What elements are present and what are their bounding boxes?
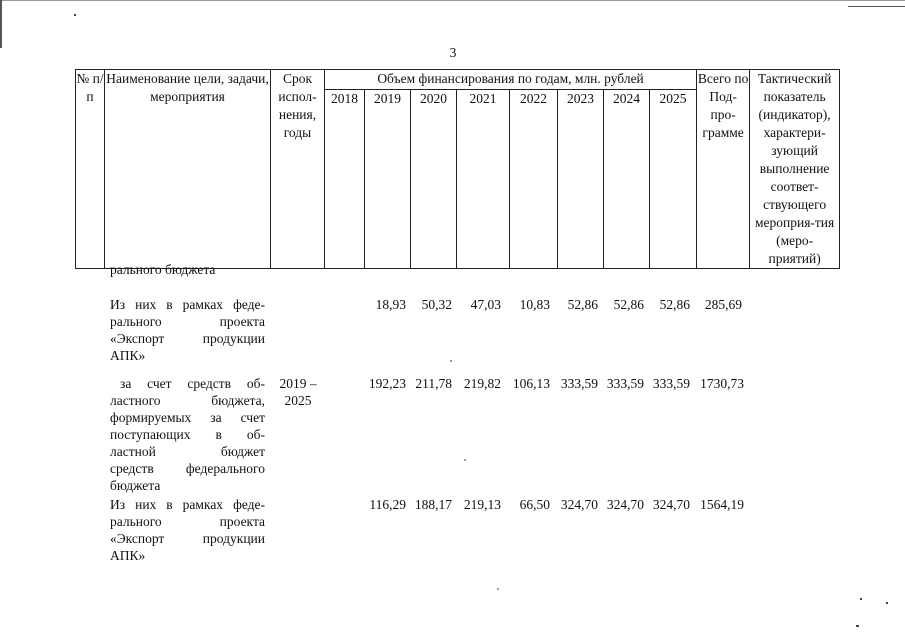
row-name-line: Из них в рамках феде- [110, 297, 265, 312]
row-name [110, 296, 265, 364]
value-2022: 106,13 [512, 376, 550, 391]
col-number-header: № п/п [76, 70, 105, 269]
col-funding-header: Объем финансирования по годам, млн. рублей [325, 70, 697, 90]
row-name-line: формируемых за счет [110, 410, 265, 425]
continuation-text: рального бюджета [110, 262, 216, 277]
row-name-line: «Экспорт продукции [110, 531, 265, 546]
scan-speck [497, 588, 499, 590]
scan-speck [464, 459, 466, 461]
value-2024: 333,59 [606, 376, 644, 391]
row-name-line: за счет средств об- [120, 376, 265, 391]
row-name-line: ластного бюджета, [110, 393, 265, 408]
row-name-line: средств федерального [110, 461, 265, 476]
scan-edge-line-top [0, 0, 905, 1]
value-2024: 324,70 [606, 497, 644, 512]
value-2020: 188,17 [414, 497, 452, 512]
scan-speck [450, 360, 452, 362]
scan-edge-line-right-top [848, 6, 905, 7]
col-term-header: Срок испол-нения, годы [271, 70, 325, 269]
scan-edge-line-left [0, 0, 2, 48]
value-2019: 18,93 [375, 297, 406, 312]
value-total: 1564,19 [700, 497, 744, 512]
value-2020: 211,78 [415, 376, 452, 391]
value-2022: 10,83 [519, 297, 550, 312]
year-header: 2021 [457, 89, 510, 268]
year-header: 2025 [650, 89, 697, 268]
col-total-header: Всего по Под-про-грамме [697, 70, 750, 269]
row-name [110, 496, 265, 564]
value-2019: 116,29 [369, 497, 406, 512]
value-2024: 52,86 [613, 297, 644, 312]
value-2019: 192,23 [368, 376, 406, 391]
scan-speck [856, 625, 859, 627]
table-header [75, 69, 840, 269]
value-2023: 52,86 [567, 297, 598, 312]
page-number: 3 [449, 45, 457, 60]
col-indicator-header: Тактический показатель (индикатор), характери-зующий выполнение соответ-ствующего мероприя-тия (меро-приятий) [750, 70, 840, 269]
row-name-line: Из них в рамках феде- [110, 497, 265, 512]
scan-speck [74, 14, 76, 16]
row-term: 2019 – 2025 [279, 376, 317, 408]
year-header: 2023 [558, 89, 604, 268]
year-header: 2020 [411, 89, 457, 268]
scan-speck [860, 598, 862, 600]
value-2021: 219,82 [463, 376, 501, 391]
row-name-line: ластной бюджет [110, 444, 265, 459]
row-name-line: АПК» [110, 348, 146, 363]
year-header: 2018 [325, 89, 365, 268]
row-name-line: поступающих в об- [110, 427, 265, 442]
year-header: 2019 [365, 89, 411, 268]
value-2021: 47,03 [470, 297, 501, 312]
row-name-line: рального проекта [110, 514, 265, 529]
value-2023: 333,59 [560, 376, 598, 391]
value-total: 1730,73 [700, 376, 744, 391]
value-total: 285,69 [704, 297, 742, 312]
value-2021: 219,13 [463, 497, 501, 512]
row-name [110, 375, 265, 494]
value-2025: 324,70 [652, 497, 690, 512]
row-name-line: бюджета [110, 478, 161, 493]
value-2022: 66,50 [519, 497, 550, 512]
row-name-line: «Экспорт продукции [110, 331, 265, 346]
year-header: 2022 [510, 89, 558, 268]
row-name-line: АПК» [110, 548, 146, 563]
value-2025: 52,86 [659, 297, 690, 312]
value-2020: 50,32 [421, 297, 452, 312]
col-name-header: Наименование цели, задачи, мероприятия [105, 70, 271, 269]
value-2023: 324,70 [560, 497, 598, 512]
scan-speck [886, 602, 888, 604]
row-name-line: рального проекта [110, 314, 265, 329]
value-2025: 333,59 [652, 376, 690, 391]
year-header: 2024 [604, 89, 650, 268]
